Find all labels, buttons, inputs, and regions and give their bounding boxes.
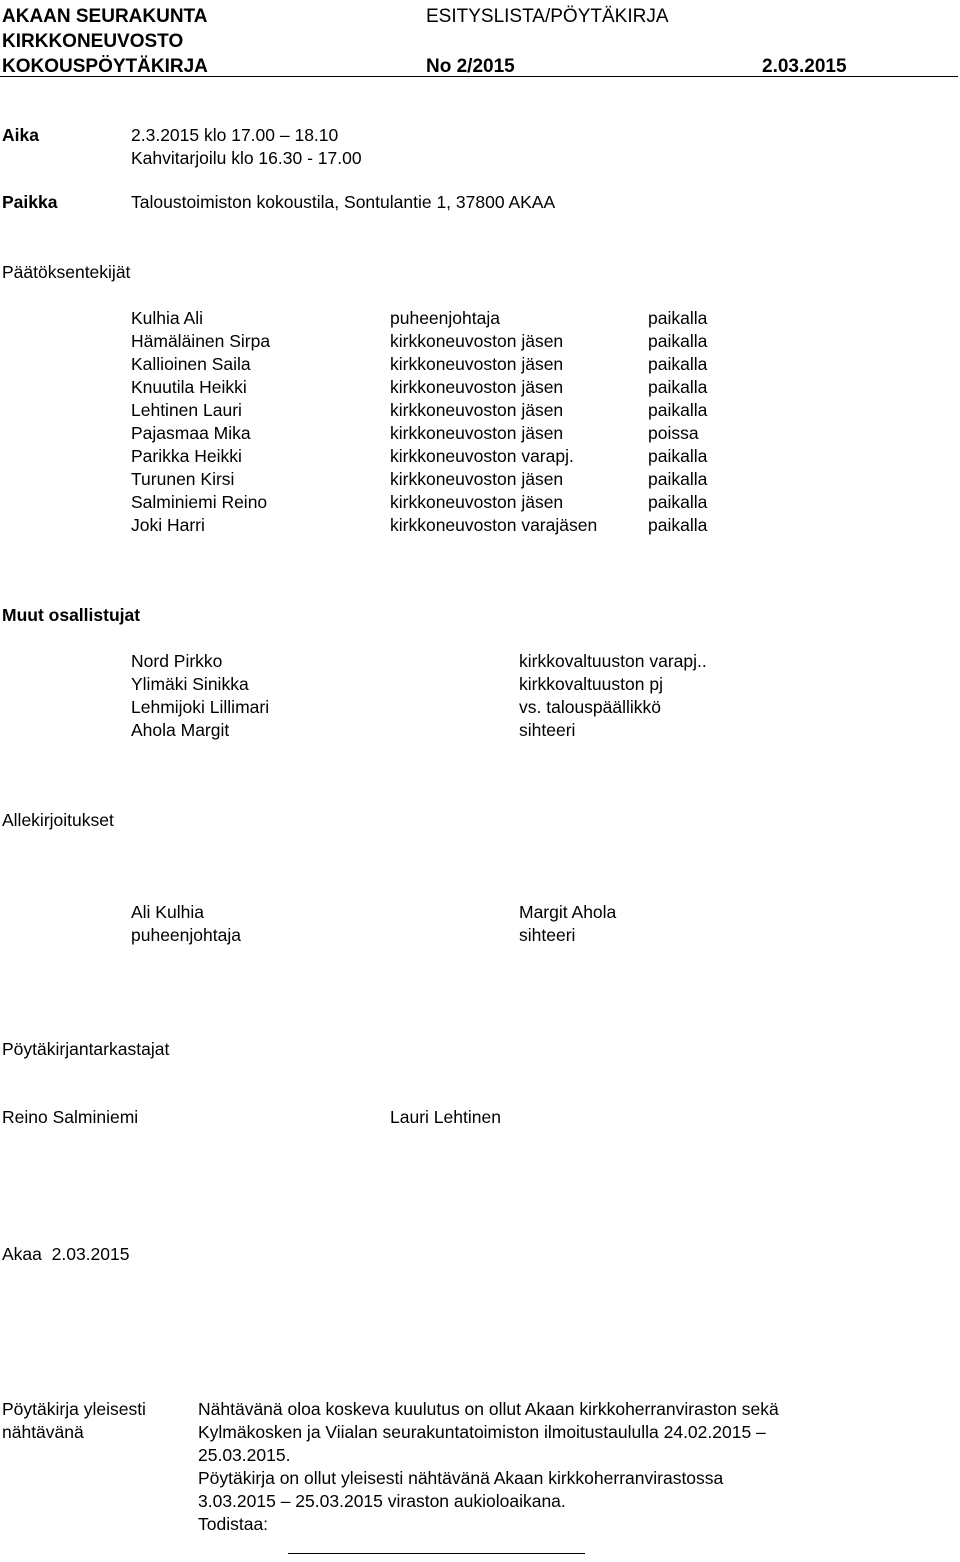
member-status: poissa	[648, 423, 699, 443]
member-name: Turunen Kirsi	[131, 469, 235, 489]
member-role: kirkkoneuvoston jäsen	[390, 331, 564, 351]
notice-text-line3: 25.03.2015.	[198, 1445, 291, 1465]
org-name: AKAAN SEURAKUNTA	[2, 6, 208, 27]
member-status: paikalla	[648, 515, 708, 535]
witness-signature-line	[288, 1553, 585, 1554]
participant-row	[0, 673, 960, 696]
participant-row	[0, 719, 960, 742]
participant-row	[0, 696, 960, 719]
participant-name: Ahola Margit	[131, 720, 230, 740]
place-label: Paikka	[2, 192, 58, 212]
member-name: Knuutila Heikki	[131, 377, 247, 397]
member-row	[0, 353, 960, 376]
notice-text-line4: Pöytäkirja on ollut yleisesti nähtävänä Akaan kirkkoherranvirastossa	[198, 1468, 724, 1488]
member-role: puheenjohtaja	[390, 308, 500, 328]
member-role: kirkkoneuvoston jäsen	[390, 423, 564, 443]
member-role: kirkkoneuvoston jäsen	[390, 469, 564, 489]
member-role: kirkkoneuvoston varapj.	[390, 446, 574, 466]
chair-name: Ali Kulhia	[131, 902, 204, 922]
chair-role: puheenjohtaja	[131, 925, 241, 945]
participant-role: kirkkovaltuuston pj	[519, 674, 663, 694]
inspector-first: Reino Salminiemi	[2, 1107, 139, 1127]
participant-name: Lehmijoki Lillimari	[131, 697, 270, 717]
participant-name: Nord Pirkko	[131, 651, 223, 671]
decision-makers-heading: Päätöksentekijät	[2, 262, 131, 282]
secretary-name: Margit Ahola	[519, 902, 617, 922]
place-date: Akaa 2.03.2015	[2, 1244, 130, 1264]
member-status: paikalla	[648, 377, 708, 397]
header-rule	[0, 76, 958, 77]
notice-label-line1: Pöytäkirja yleisesti	[2, 1399, 146, 1419]
participant-row	[0, 650, 960, 673]
doc-date: 2.03.2015	[762, 56, 847, 77]
member-name: Joki Harri	[131, 515, 205, 535]
place-value: Taloustoimiston kokoustila, Sontulantie 1, 37800 AKAA	[131, 192, 556, 212]
notice-label-line2: nähtävänä	[2, 1422, 84, 1442]
doc-type: KOKOUSPÖYTÄKIRJA	[2, 56, 208, 77]
member-name: Parikka Heikki	[131, 446, 242, 466]
member-status: paikalla	[648, 492, 708, 512]
member-row	[0, 307, 960, 330]
member-name: Kulhia Ali	[131, 308, 203, 328]
member-row	[0, 422, 960, 445]
other-participants-heading: Muut osallistujat	[2, 605, 141, 625]
notice-text-line2: Kylmäkosken ja Viialan seurakuntatoimiston ilmoitustaululla 24.02.2015 –	[198, 1422, 766, 1442]
member-role: kirkkoneuvoston varajäsen	[390, 515, 598, 535]
member-status: paikalla	[648, 446, 708, 466]
member-row	[0, 514, 960, 537]
member-row	[0, 468, 960, 491]
time-value: 2.3.2015 klo 17.00 – 18.10	[131, 125, 339, 145]
signatures-heading: Allekirjoitukset	[2, 810, 114, 830]
member-status: paikalla	[648, 400, 708, 420]
secretary-role: sihteeri	[519, 925, 576, 945]
participant-role: vs. talouspäällikkö	[519, 697, 662, 717]
member-status: paikalla	[648, 354, 708, 374]
member-row	[0, 491, 960, 514]
notice-text-line1: Nähtävänä oloa koskeva kuulutus on ollut Akaan kirkkoherranviraston sekä	[198, 1399, 779, 1419]
member-status: paikalla	[648, 331, 708, 351]
notice-text-line5: 3.03.2015 – 25.03.2015 viraston aukioloaikana.	[198, 1491, 566, 1511]
agenda-label: ESITYSLISTA/PÖYTÄKIRJA	[426, 6, 669, 27]
notice-text-line6: Todistaa:	[198, 1514, 269, 1534]
participant-role: sihteeri	[519, 720, 576, 740]
member-status: paikalla	[648, 469, 708, 489]
member-name: Kallioinen Saila	[131, 354, 251, 374]
participant-role: kirkkovaltuuston varapj..	[519, 651, 707, 671]
inspector-second: Lauri Lehtinen	[390, 1107, 501, 1127]
member-name: Pajasmaa Mika	[131, 423, 251, 443]
inspectors-heading: Pöytäkirjantarkastajat	[2, 1039, 170, 1059]
member-role: kirkkoneuvoston jäsen	[390, 492, 564, 512]
member-row	[0, 445, 960, 468]
member-role: kirkkoneuvoston jäsen	[390, 377, 564, 397]
member-name: Salminiemi Reino	[131, 492, 268, 512]
member-role: kirkkoneuvoston jäsen	[390, 354, 564, 374]
member-status: paikalla	[648, 308, 708, 328]
member-name: Lehtinen Lauri	[131, 400, 242, 420]
body-name: KIRKKONEUVOSTO	[2, 31, 184, 52]
member-row	[0, 399, 960, 422]
time-label: Aika	[2, 125, 39, 145]
member-row	[0, 376, 960, 399]
doc-number: No 2/2015	[426, 56, 515, 77]
member-name: Hämäläinen Sirpa	[131, 331, 271, 351]
participant-name: Ylimäki Sinikka	[131, 674, 249, 694]
member-row	[0, 330, 960, 353]
member-role: kirkkoneuvoston jäsen	[390, 400, 564, 420]
coffee-value: Kahvitarjoilu klo 16.30 - 17.00	[131, 148, 362, 168]
